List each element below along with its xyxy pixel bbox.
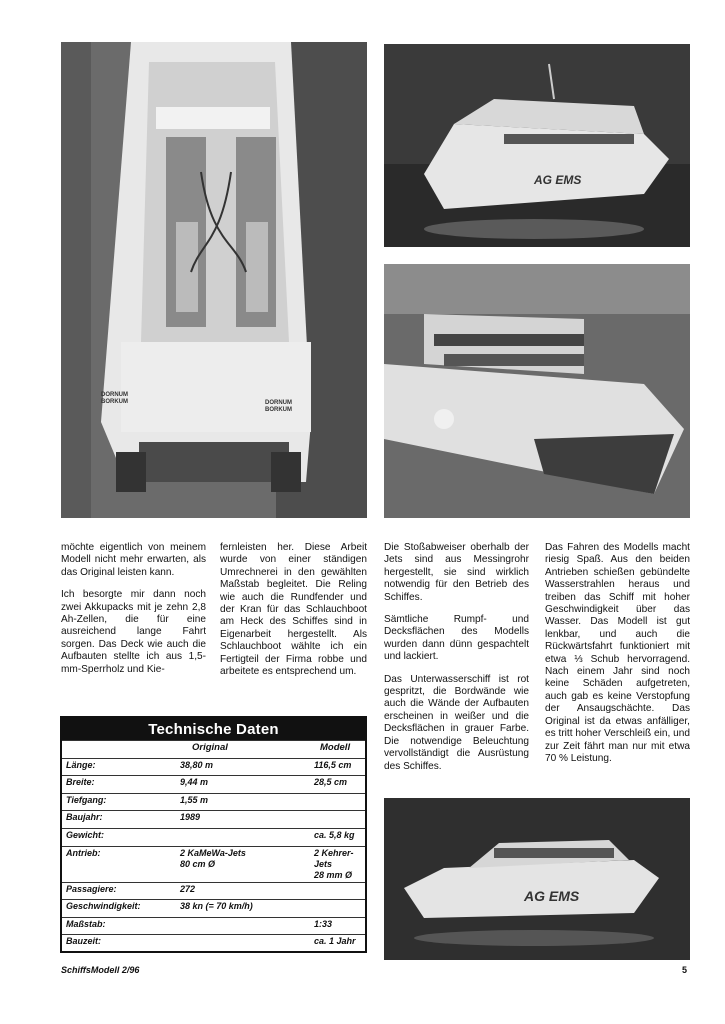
- paragraph: Das Unterwasserschiff ist rot gespritzt, die Bordwände wie auch die Wände der Aufbauten erscheinen in weißer und die Decksflächen in grauer Farbe. Die notwendige Beleuchtung vervollständigt die Ausrüstung des Schiffes.: [384, 673, 529, 772]
- paragraph: möchte eigentlich von meinem Modell nicht mehr erwarten, als das Original leisten kann.: [61, 542, 206, 578]
- table-cell-label: Antrieb:: [61, 846, 168, 882]
- photo-hull-interior: [61, 42, 367, 518]
- photo-ship-closeup: [384, 264, 690, 518]
- table-cell-label: Baujahr:: [61, 811, 168, 829]
- table-cell-label: Passagiere:: [61, 882, 168, 900]
- text-column-1: [61, 542, 206, 686]
- table-cell-orig: [168, 917, 294, 935]
- table-row: [61, 776, 366, 794]
- table-cell-label: Tiefgang:: [61, 793, 168, 811]
- table-cell-model: ca. 1 Jahr: [294, 935, 366, 953]
- table-cell-orig: 272: [168, 882, 294, 900]
- table-cell-model: [294, 900, 366, 918]
- table-row: [61, 935, 366, 953]
- photo-ship-water-side: [384, 798, 690, 960]
- table-cell-label: Breite:: [61, 776, 168, 794]
- table-title: Technische Daten: [61, 717, 366, 741]
- table-cell-model: [294, 793, 366, 811]
- table-row: [61, 882, 366, 900]
- table-row: [61, 793, 366, 811]
- hull-label-right: DORNUM BORKUM: [265, 400, 292, 413]
- paragraph: Ich besorgte mir dann noch zwei Akkupacks mit je zehn 2,8 Ah-Zellen, die für eine ausreichend lange Fahrt sorgen. Das Deck wie auch die Aufbauten stellte ich aus 1,5-mm-Sperrholz und Kie-: [61, 589, 206, 675]
- ship-name-label-2: AG EMS: [524, 888, 580, 904]
- table-cell-model: 116,5 cm: [294, 758, 366, 776]
- table-cell-label: Maßstab:: [61, 917, 168, 935]
- table-cell-orig: 38,80 m: [168, 758, 294, 776]
- table-head-original: Original: [168, 741, 294, 759]
- technical-data-table: [60, 716, 367, 953]
- text-column-2: [220, 542, 367, 688]
- footer-magazine: SchiffsModell 2/96: [61, 965, 140, 975]
- table-cell-orig: 1,55 m: [168, 793, 294, 811]
- table-cell-orig: 2 KaMeWa-Jets 80 cm Ø: [168, 846, 294, 882]
- text-column-4: [545, 542, 690, 775]
- photo-ship-water-bow: [384, 44, 690, 247]
- paragraph: Die Stoßabweiser oberhalb der Jets sind aus Messingrohr hergestellt, sie sind wirklich notwendig für den Betrieb des Schiffes.: [384, 542, 529, 603]
- table-row: [61, 811, 366, 829]
- paragraph: Das Fahren des Modells macht riesig Spaß. Aus den beiden Antrieben schießen gebündelte Wasserstrahlen heraus und treiben das Schiff mit hoher Geschwindigkeit über das Wasser. Das Modell ist gut lenkbar, und auch die Rückwärtsfahrt funktioniert mit etwa ⅓ Schub hervorragend. Nach einem Jahr sind noch keine Schäden aufgetreten, auch gab es keine Verstopfung der Ansaugschächte. Das Original ist da etwas anfälliger, es tritt hoher Verschleiß ein, und zur Zeit fährt man nur mit etwa 70 % Leistung.: [545, 542, 690, 764]
- paragraph: Sämtliche Rumpf- und Decksflächen des Modells wurden dann dünn gespachtelt und lackiert.: [384, 614, 529, 663]
- ship-name-label-1: AG EMS: [534, 173, 582, 187]
- table-cell-model: 28,5 cm: [294, 776, 366, 794]
- footer-page-number: 5: [682, 965, 688, 975]
- table-row: [61, 917, 366, 935]
- table-cell-model: [294, 811, 366, 829]
- table-cell-model: [294, 882, 366, 900]
- table-row: [61, 846, 366, 882]
- table-cell-model: 2 Kehrer-Jets 28 mm Ø: [294, 846, 366, 882]
- table-cell-orig: [168, 828, 294, 846]
- table-cell-orig: 1989: [168, 811, 294, 829]
- table-row: [61, 828, 366, 846]
- table-cell-label: Länge:: [61, 758, 168, 776]
- hull-label-left: DORNUM BORKUM: [101, 392, 128, 405]
- table-cell-orig: 9,44 m: [168, 776, 294, 794]
- text-column-3: [384, 542, 529, 783]
- table-cell-label: Gewicht:: [61, 828, 168, 846]
- table-cell-label: Bauzeit:: [61, 935, 168, 953]
- paragraph: fernleisten her. Diese Arbeit wurde von einer ständigen Umrechnerei in den gewählten Maßstab begleitet. Die Reling wie auch die Rundfender und der Kran für das Schlauchboot am Heck des Schiffes sind in Eigenarbeit hergestellt. Als Schlauchboot wählte ich ein Fertigteil der Firma robbe und arbeitete es entsprechend um.: [220, 542, 367, 678]
- table-head-model: Modell: [294, 741, 366, 759]
- table-cell-model: 1:33: [294, 917, 366, 935]
- table-row: [61, 758, 366, 776]
- table-cell-orig: [168, 935, 294, 953]
- table-head-empty: [61, 741, 168, 759]
- table-cell-label: Geschwindigkeit:: [61, 900, 168, 918]
- table-cell-orig: 38 kn (= 70 km/h): [168, 900, 294, 918]
- table-row: [61, 900, 366, 918]
- table-cell-model: ca. 5,8 kg: [294, 828, 366, 846]
